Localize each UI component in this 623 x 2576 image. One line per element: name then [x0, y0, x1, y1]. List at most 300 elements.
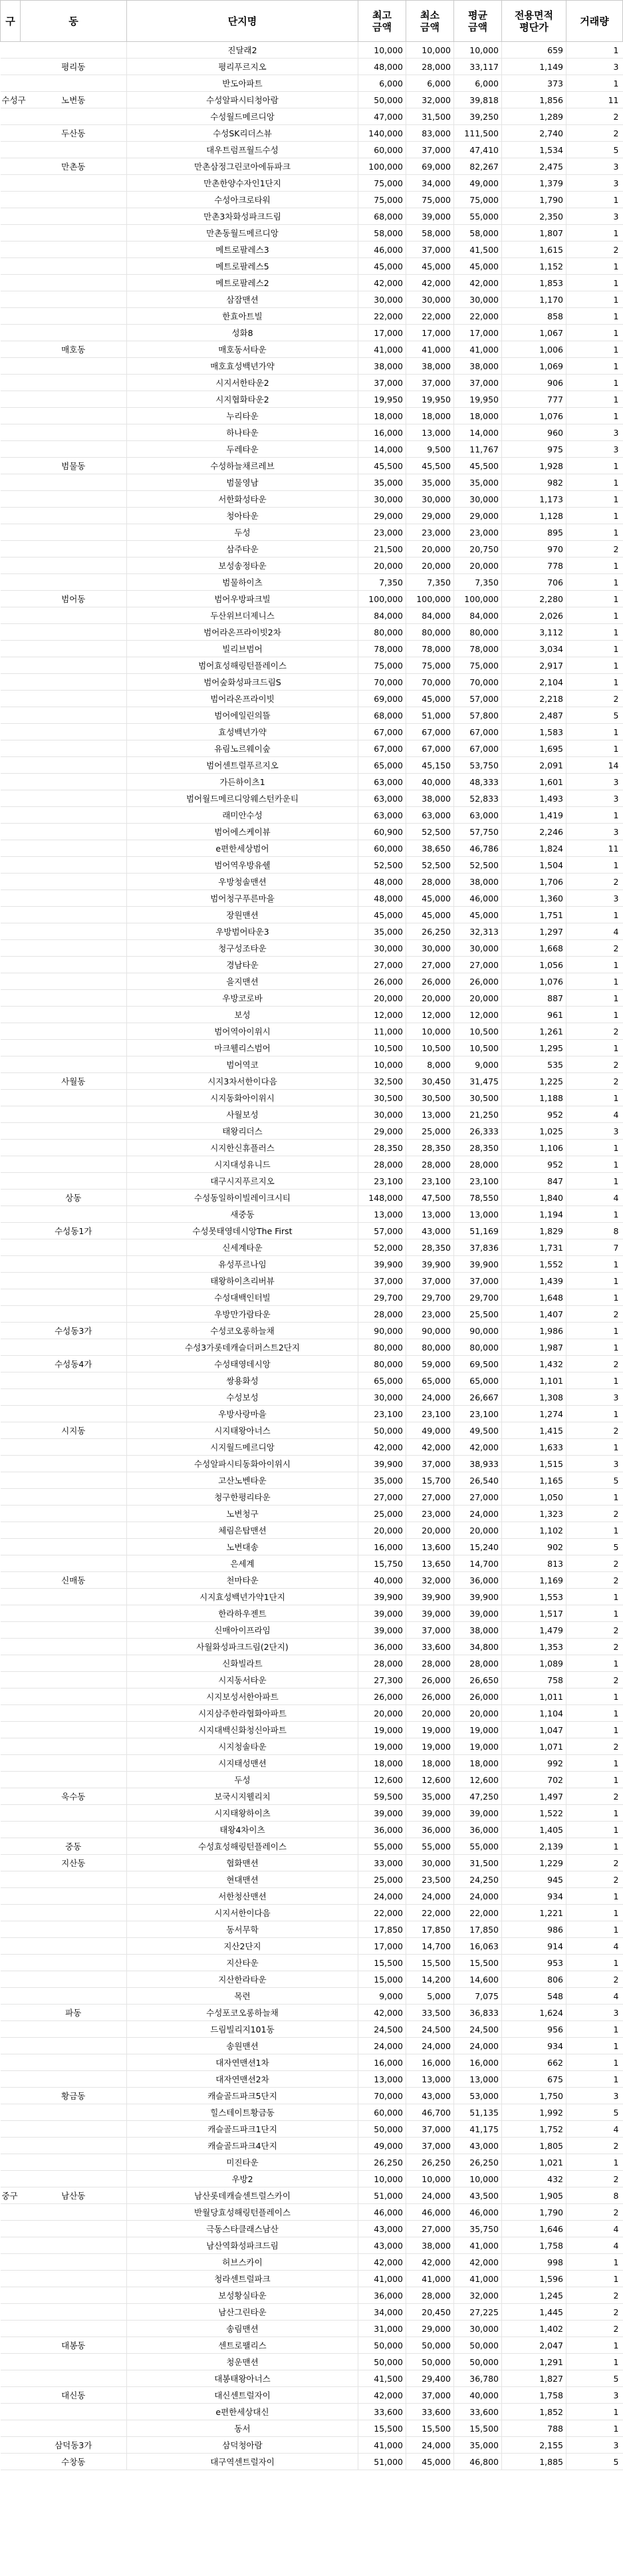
- cell-max-price: 30,000: [358, 940, 406, 957]
- cell-trade-count: 2: [566, 1672, 623, 1689]
- cell-min-price: 15,700: [406, 1472, 454, 1489]
- cell-avg-price: 90,000: [454, 1323, 502, 1339]
- table-row: [1, 1456, 623, 1472]
- cell-gu: [1, 1622, 21, 1639]
- cell-min-price: 55,000: [406, 1838, 454, 1855]
- cell-min-price: 24,000: [406, 1389, 454, 1406]
- cell-max-price: 6,000: [358, 75, 406, 92]
- cell-price-per-pyeong: 1,025: [502, 1123, 566, 1140]
- cell-min-price: 37,000: [406, 142, 454, 158]
- cell-min-price: 28,000: [406, 59, 454, 75]
- cell-complex-name: 사월화성파크드림(2단지): [127, 1639, 358, 1655]
- cell-max-price: 34,000: [358, 2304, 406, 2321]
- cell-price-per-pyeong: 1,225: [502, 1073, 566, 1090]
- cell-price-per-pyeong: 1,534: [502, 142, 566, 158]
- cell-trade-count: 1: [566, 1256, 623, 1273]
- cell-max-price: 80,000: [358, 1356, 406, 1372]
- cell-dong: [21, 175, 127, 192]
- cell-min-price: 59,000: [406, 1356, 454, 1372]
- cell-avg-price: 41,000: [454, 341, 502, 358]
- cell-avg-price: 39,818: [454, 92, 502, 108]
- cell-price-per-pyeong: 1,194: [502, 1206, 566, 1223]
- table-row: [1, 1722, 623, 1738]
- cell-gu: [1, 2404, 21, 2420]
- cell-avg-price: 16,000: [454, 2054, 502, 2071]
- cell-gu: [1, 1472, 21, 1489]
- cell-avg-price: 100,000: [454, 591, 502, 607]
- cell-gu: [1, 657, 21, 674]
- cell-max-price: 32,500: [358, 1073, 406, 1090]
- cell-complex-name: 새중동: [127, 1206, 358, 1223]
- cell-dong: [21, 391, 127, 408]
- table-row: [1, 1090, 623, 1106]
- cell-gu: [1, 2237, 21, 2254]
- table-row: [1, 59, 623, 75]
- cell-complex-name: 우방사랑마을: [127, 1406, 358, 1422]
- cell-complex-name: 수성효성해링턴플레이스: [127, 1838, 358, 1855]
- cell-avg-price: 55,000: [454, 1838, 502, 1855]
- cell-dong: [21, 574, 127, 591]
- table-row: [1, 1805, 623, 1822]
- cell-gu: [1, 474, 21, 491]
- table-row: [1, 2287, 623, 2304]
- cell-dong: [21, 1639, 127, 1655]
- cell-gu: [1, 1938, 21, 1955]
- cell-max-price: 9,000: [358, 1988, 406, 2005]
- cell-trade-count: 2: [566, 1422, 623, 1439]
- cell-min-price: 58,000: [406, 225, 454, 242]
- cell-max-price: 40,000: [358, 1572, 406, 1589]
- cell-gu: [1, 2287, 21, 2304]
- cell-dong: 두산동: [21, 125, 127, 142]
- cell-complex-name: 미진타운: [127, 2154, 358, 2171]
- cell-price-per-pyeong: 934: [502, 2038, 566, 2054]
- cell-dong: [21, 208, 127, 225]
- cell-avg-price: 78,000: [454, 641, 502, 657]
- cell-avg-price: 28,000: [454, 1156, 502, 1173]
- cell-max-price: 12,000: [358, 1007, 406, 1023]
- cell-min-price: 42,000: [406, 1439, 454, 1456]
- cell-max-price: 47,000: [358, 108, 406, 125]
- cell-min-price: 46,000: [406, 2204, 454, 2221]
- cell-price-per-pyeong: 953: [502, 1955, 566, 1971]
- cell-trade-count: 2: [566, 874, 623, 890]
- cell-complex-name: 효성백년가약: [127, 724, 358, 740]
- cell-avg-price: 33,600: [454, 2404, 502, 2420]
- cell-complex-name: 장원맨션: [127, 907, 358, 923]
- cell-trade-count: 5: [566, 2454, 623, 2470]
- cell-gu: [1, 508, 21, 524]
- cell-max-price: 14,000: [358, 441, 406, 458]
- cell-gu: [1, 1456, 21, 1472]
- table-row: [1, 1223, 623, 1239]
- cell-max-price: 28,000: [358, 1306, 406, 1323]
- cell-avg-price: 41,000: [454, 2271, 502, 2287]
- cell-dong: [21, 1755, 127, 1772]
- cell-trade-count: 4: [566, 2237, 623, 2254]
- cell-dong: [21, 291, 127, 308]
- cell-dong: [21, 1106, 127, 1123]
- cell-price-per-pyeong: 2,487: [502, 707, 566, 724]
- cell-max-price: 67,000: [358, 724, 406, 740]
- cell-min-price: 45,000: [406, 691, 454, 707]
- table-row: [1, 1040, 623, 1056]
- table-row: [1, 1622, 623, 1639]
- cell-min-price: 30,000: [406, 291, 454, 308]
- table-row: [1, 824, 623, 840]
- cell-price-per-pyeong: 1,402: [502, 2321, 566, 2337]
- cell-gu: [1, 1572, 21, 1589]
- cell-trade-count: 1: [566, 807, 623, 824]
- cell-complex-name: 누리타운: [127, 408, 358, 424]
- table-row: [1, 2354, 623, 2370]
- cell-trade-count: 1: [566, 1805, 623, 1822]
- cell-avg-price: 23,100: [454, 1173, 502, 1190]
- cell-price-per-pyeong: 2,155: [502, 2437, 566, 2454]
- cell-min-price: 33,500: [406, 2005, 454, 2021]
- cell-max-price: 50,000: [358, 92, 406, 108]
- cell-dong: [21, 1988, 127, 2005]
- cell-dong: [21, 1289, 127, 1306]
- table-row: [1, 2154, 623, 2171]
- cell-trade-count: 5: [566, 142, 623, 158]
- cell-complex-name: 송원맨션: [127, 2038, 358, 2054]
- cell-trade-count: 1: [566, 225, 623, 242]
- cell-dong: [21, 1489, 127, 1506]
- cell-avg-price: 20,000: [454, 1705, 502, 1722]
- cell-max-price: 75,000: [358, 192, 406, 208]
- cell-max-price: 50,000: [358, 1422, 406, 1439]
- cell-price-per-pyeong: 2,246: [502, 824, 566, 840]
- cell-min-price: 24,000: [406, 2038, 454, 2054]
- cell-complex-name: 범어우방파크빌: [127, 591, 358, 607]
- cell-price-per-pyeong: 1,807: [502, 225, 566, 242]
- cell-max-price: 60,000: [358, 142, 406, 158]
- header-row: [1, 1, 623, 42]
- cell-avg-price: 19,000: [454, 1738, 502, 1755]
- cell-trade-count: 1: [566, 1040, 623, 1056]
- table-row: [1, 2420, 623, 2437]
- cell-dong: [21, 907, 127, 923]
- cell-gu: [1, 624, 21, 641]
- cell-price-per-pyeong: 1,297: [502, 923, 566, 940]
- cell-price-per-pyeong: 1,615: [502, 242, 566, 258]
- cell-trade-count: 1: [566, 1007, 623, 1023]
- cell-min-price: 30,000: [406, 940, 454, 957]
- cell-max-price: 60,000: [358, 840, 406, 857]
- cell-trade-count: 1: [566, 657, 623, 674]
- cell-max-price: 52,000: [358, 1239, 406, 1256]
- cell-max-price: 33,000: [358, 1855, 406, 1871]
- cell-trade-count: 1: [566, 508, 623, 524]
- cell-min-price: 24,000: [406, 2187, 454, 2204]
- cell-min-price: 28,350: [406, 1140, 454, 1156]
- cell-min-price: 26,000: [406, 973, 454, 990]
- cell-trade-count: 1: [566, 1655, 623, 1672]
- cell-gu: [1, 291, 21, 308]
- cell-max-price: 10,000: [358, 1056, 406, 1073]
- cell-avg-price: 82,267: [454, 158, 502, 175]
- cell-complex-name: 대자연맨션1차: [127, 2054, 358, 2071]
- cell-price-per-pyeong: 1,648: [502, 1289, 566, 1306]
- cell-complex-name: 수성알파시티동화아이위시: [127, 1456, 358, 1472]
- table-row: [1, 391, 623, 408]
- header-area: 전용면적 평단가: [502, 1, 566, 42]
- cell-complex-name: 대구역센트럴자이: [127, 2454, 358, 2470]
- cell-max-price: 18,000: [358, 1755, 406, 1772]
- table-row: [1, 740, 623, 757]
- cell-max-price: 23,000: [358, 524, 406, 541]
- cell-trade-count: 2: [566, 1622, 623, 1639]
- cell-dong: [21, 1239, 127, 1256]
- cell-max-price: 84,000: [358, 607, 406, 624]
- cell-price-per-pyeong: 1,295: [502, 1040, 566, 1056]
- cell-gu: [1, 907, 21, 923]
- cell-gu: [1, 1888, 21, 1905]
- cell-gu: [1, 2387, 21, 2404]
- cell-gu: [1, 1506, 21, 1522]
- cell-avg-price: 37,000: [454, 375, 502, 391]
- cell-dong: [21, 807, 127, 824]
- cell-gu: [1, 1772, 21, 1788]
- cell-dong: [21, 408, 127, 424]
- cell-max-price: 10,000: [358, 2171, 406, 2187]
- cell-min-price: 15,500: [406, 1955, 454, 1971]
- cell-price-per-pyeong: 1,067: [502, 325, 566, 341]
- table-row: [1, 358, 623, 375]
- cell-min-price: 18,000: [406, 408, 454, 424]
- cell-complex-name: 수성못태영데시앙The First: [127, 1223, 358, 1239]
- cell-dong: 신매동: [21, 1572, 127, 1589]
- cell-min-price: 39,900: [406, 1256, 454, 1273]
- cell-max-price: 49,000: [358, 2138, 406, 2154]
- table-row: [1, 2021, 623, 2038]
- cell-price-per-pyeong: 2,026: [502, 607, 566, 624]
- cell-min-price: 29,000: [406, 2321, 454, 2337]
- cell-trade-count: 14: [566, 757, 623, 774]
- cell-dong: [21, 1539, 127, 1555]
- cell-avg-price: 10,500: [454, 1023, 502, 1040]
- cell-min-price: 13,600: [406, 1539, 454, 1555]
- cell-price-per-pyeong: 1,840: [502, 1190, 566, 1206]
- cell-avg-price: 69,500: [454, 1356, 502, 1372]
- cell-price-per-pyeong: 1,407: [502, 1306, 566, 1323]
- table-row: [1, 508, 623, 524]
- table-row: [1, 2387, 623, 2404]
- cell-trade-count: 1: [566, 624, 623, 641]
- cell-trade-count: 1: [566, 2271, 623, 2287]
- cell-price-per-pyeong: 1,497: [502, 1788, 566, 1805]
- cell-trade-count: 3: [566, 1456, 623, 1472]
- cell-avg-price: 67,000: [454, 740, 502, 757]
- cell-max-price: 48,000: [358, 874, 406, 890]
- cell-complex-name: 시지보성서한아파트: [127, 1689, 358, 1705]
- cell-dong: [21, 1173, 127, 1190]
- cell-avg-price: 37,836: [454, 1239, 502, 1256]
- cell-min-price: 45,000: [406, 2454, 454, 2470]
- table-row: [1, 1905, 623, 1921]
- cell-min-price: 39,000: [406, 1605, 454, 1622]
- table-row: [1, 607, 623, 624]
- cell-trade-count: 3: [566, 774, 623, 790]
- cell-trade-count: 1: [566, 558, 623, 574]
- cell-gu: [1, 2021, 21, 2038]
- cell-complex-name: 우방만가람타운: [127, 1306, 358, 1323]
- cell-avg-price: 38,000: [454, 874, 502, 890]
- table-row: [1, 1772, 623, 1788]
- cell-complex-name: 메트로팔레스3: [127, 242, 358, 258]
- cell-trade-count: 2: [566, 1023, 623, 1040]
- cell-avg-price: 30,500: [454, 1090, 502, 1106]
- cell-complex-name: 래미안수성: [127, 807, 358, 824]
- cell-price-per-pyeong: 992: [502, 1755, 566, 1772]
- cell-complex-name: 시지태왕아너스: [127, 1422, 358, 1439]
- table-row: [1, 1589, 623, 1605]
- cell-avg-price: 67,000: [454, 724, 502, 740]
- cell-max-price: 20,000: [358, 558, 406, 574]
- cell-gu: [1, 1639, 21, 1655]
- cell-avg-price: 30,000: [454, 2321, 502, 2337]
- cell-min-price: 67,000: [406, 740, 454, 757]
- table-row: [1, 242, 623, 258]
- cell-avg-price: 43,000: [454, 2138, 502, 2154]
- cell-trade-count: 2: [566, 541, 623, 558]
- table-row: [1, 857, 623, 874]
- cell-trade-count: 2: [566, 691, 623, 707]
- cell-avg-price: 39,900: [454, 1256, 502, 1273]
- cell-price-per-pyeong: 1,261: [502, 1023, 566, 1040]
- cell-trade-count: 1: [566, 1372, 623, 1389]
- cell-max-price: 27,000: [358, 957, 406, 973]
- cell-price-per-pyeong: 2,280: [502, 591, 566, 607]
- cell-gu: [1, 258, 21, 275]
- cell-dong: [21, 1007, 127, 1023]
- cell-price-per-pyeong: 1,646: [502, 2221, 566, 2237]
- cell-avg-price: 45,500: [454, 458, 502, 474]
- cell-trade-count: 3: [566, 2437, 623, 2454]
- cell-trade-count: 1: [566, 574, 623, 591]
- cell-min-price: 26,250: [406, 2154, 454, 2171]
- table-row: [1, 1955, 623, 1971]
- cell-price-per-pyeong: 1,021: [502, 2154, 566, 2171]
- cell-price-per-pyeong: 956: [502, 2021, 566, 2038]
- cell-min-price: 40,000: [406, 774, 454, 790]
- cell-dong: [21, 142, 127, 158]
- cell-avg-price: 35,000: [454, 2437, 502, 2454]
- cell-price-per-pyeong: 813: [502, 1555, 566, 1572]
- cell-complex-name: 시지삼주한라협화아파트: [127, 1705, 358, 1722]
- cell-min-price: 39,900: [406, 1589, 454, 1605]
- cell-gu: [1, 707, 21, 724]
- cell-dong: [21, 2071, 127, 2088]
- cell-gu: [1, 1422, 21, 1439]
- cell-max-price: 17,850: [358, 1921, 406, 1938]
- cell-gu: [1, 341, 21, 358]
- table-row: [1, 1755, 623, 1772]
- table-row: [1, 1921, 623, 1938]
- cell-min-price: 50,000: [406, 2337, 454, 2354]
- cell-price-per-pyeong: 2,104: [502, 674, 566, 691]
- cell-complex-name: 수성코오롱하늘채: [127, 1323, 358, 1339]
- cell-price-per-pyeong: 1,353: [502, 1639, 566, 1655]
- cell-price-per-pyeong: 998: [502, 2254, 566, 2271]
- cell-complex-name: 범어역코: [127, 1056, 358, 1073]
- cell-gu: [1, 874, 21, 890]
- cell-max-price: 41,000: [358, 341, 406, 358]
- cell-dong: [21, 1256, 127, 1273]
- cell-price-per-pyeong: 1,101: [502, 1372, 566, 1389]
- cell-complex-name: 청구성조타운: [127, 940, 358, 957]
- cell-price-per-pyeong: 1,493: [502, 790, 566, 807]
- cell-max-price: 80,000: [358, 624, 406, 641]
- cell-min-price: 31,500: [406, 108, 454, 125]
- cell-min-price: 63,000: [406, 807, 454, 824]
- cell-price-per-pyeong: 1,439: [502, 1273, 566, 1289]
- cell-min-price: 26,000: [406, 1689, 454, 1705]
- cell-avg-price: 80,000: [454, 624, 502, 641]
- table-row: [1, 624, 623, 641]
- cell-price-per-pyeong: 1,986: [502, 1323, 566, 1339]
- cell-gu: [1, 1489, 21, 1506]
- cell-trade-count: 1: [566, 1090, 623, 1106]
- cell-avg-price: 30,000: [454, 291, 502, 308]
- cell-max-price: 63,000: [358, 790, 406, 807]
- cell-dong: [21, 1555, 127, 1572]
- cell-trade-count: 2: [566, 1073, 623, 1090]
- cell-dong: 범물동: [21, 458, 127, 474]
- cell-price-per-pyeong: 1,445: [502, 2304, 566, 2321]
- cell-complex-name: 메트로팔레스5: [127, 258, 358, 275]
- table-row: [1, 2437, 623, 2454]
- cell-dong: [21, 2321, 127, 2337]
- cell-min-price: 67,000: [406, 724, 454, 740]
- cell-price-per-pyeong: 1,221: [502, 1905, 566, 1921]
- cell-trade-count: 2: [566, 1871, 623, 1888]
- cell-max-price: 148,000: [358, 1190, 406, 1206]
- table-row: [1, 192, 623, 208]
- cell-trade-count: 1: [566, 1822, 623, 1838]
- cell-max-price: 68,000: [358, 707, 406, 724]
- cell-dong: [21, 2271, 127, 2287]
- cell-price-per-pyeong: 1,128: [502, 508, 566, 524]
- cell-avg-price: 39,000: [454, 1805, 502, 1822]
- cell-max-price: 46,000: [358, 2204, 406, 2221]
- cell-complex-name: 캐슬골드파크4단지: [127, 2138, 358, 2154]
- cell-min-price: 42,000: [406, 275, 454, 291]
- cell-price-per-pyeong: 659: [502, 42, 566, 59]
- cell-max-price: 57,000: [358, 1223, 406, 1239]
- cell-price-per-pyeong: 1,805: [502, 2138, 566, 2154]
- cell-min-price: 43,000: [406, 2088, 454, 2104]
- cell-dong: [21, 624, 127, 641]
- cell-avg-price: 26,540: [454, 1472, 502, 1489]
- cell-dong: [21, 2138, 127, 2154]
- cell-price-per-pyeong: 1,006: [502, 341, 566, 358]
- cell-dong: [21, 1389, 127, 1406]
- cell-complex-name: 청아타운: [127, 508, 358, 524]
- cell-gu: [1, 1056, 21, 1073]
- cell-price-per-pyeong: 1,504: [502, 857, 566, 874]
- cell-max-price: 42,000: [358, 275, 406, 291]
- cell-complex-name: 극동스타클래스남산: [127, 2221, 358, 2237]
- cell-price-per-pyeong: 1,106: [502, 1140, 566, 1156]
- header-min: 최소 금액: [406, 1, 454, 42]
- cell-max-price: 24,000: [358, 2038, 406, 2054]
- cell-trade-count: 1: [566, 1905, 623, 1921]
- cell-price-per-pyeong: 1,695: [502, 740, 566, 757]
- cell-avg-price: 50,000: [454, 2337, 502, 2354]
- cell-min-price: 33,600: [406, 1639, 454, 1655]
